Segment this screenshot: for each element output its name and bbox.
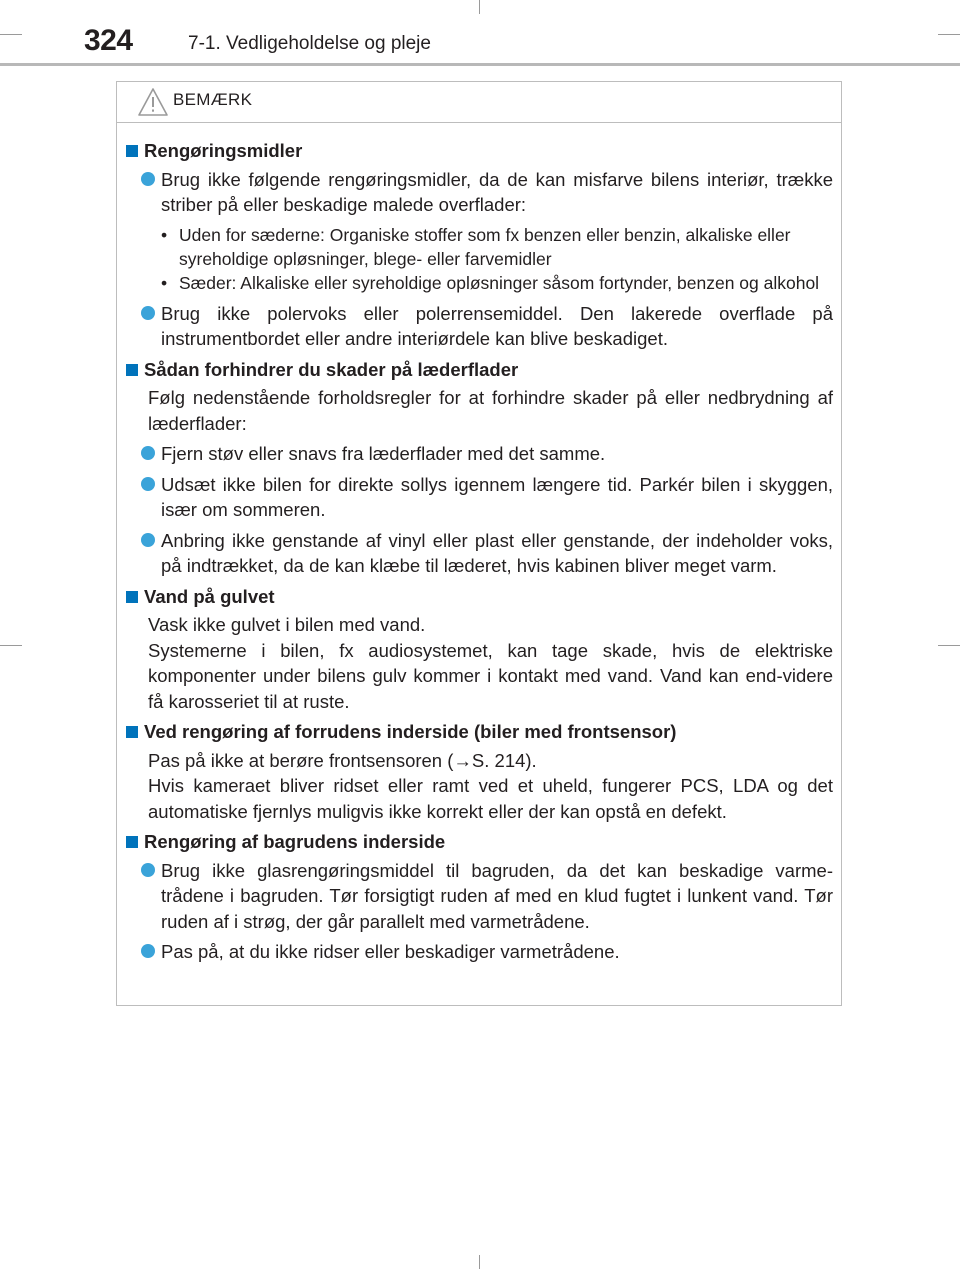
notice-header	[117, 82, 841, 123]
page-header	[0, 0, 960, 70]
square-marker-icon	[126, 726, 138, 738]
notice-box	[116, 81, 842, 1006]
sub-list-item: • Sæder: Alkaliske eller syreholdige opløsninger såsom fortynder, benzen og alkohol	[161, 272, 820, 293]
section-heading: Rengøring af bagrudens inderside	[125, 829, 833, 855]
notice-content	[125, 135, 833, 970]
small-bullet-icon: •	[161, 224, 168, 245]
paragraph: Følg nedenstående forholdsregler for at forhindre skader på eller nedbrydning af læderflader:	[148, 387, 833, 434]
square-marker-icon	[126, 364, 138, 376]
bullet-item: Udsæt ikke bilen for direkte sollys igennem længere tid. Parkér bilen i skyggen, især om sommeren.	[125, 472, 833, 523]
bullet-dot-icon	[141, 172, 155, 186]
bullet-dot-icon	[141, 533, 155, 547]
section-heading: Vand på gulvet	[125, 584, 833, 610]
section-title: 7-1. Vedligeholdelse og pleje	[188, 33, 431, 54]
bullet-dot-icon	[141, 306, 155, 320]
notice-label: BEMÆRK	[173, 90, 253, 109]
arrow-right-icon: →	[453, 749, 472, 771]
crop-mark-bottom-center	[479, 1255, 480, 1269]
warning-triangle-icon	[137, 87, 169, 117]
bullet-dot-icon	[141, 446, 155, 460]
bullet-dot-icon	[141, 477, 155, 491]
paragraph: Pas på ikke at berøre frontsensoren (→S. 214).	[125, 748, 833, 774]
bullet-item: Brug ikke følgende rengøringsmidler, da de kan misfarve bilens interiør, trække striber på eller beskadige malede overflader:	[125, 167, 833, 218]
crop-mark-top-right	[938, 34, 960, 35]
section-heading: Sådan forhindrer du skader på læderflader	[125, 357, 833, 383]
bullet-dot-icon	[141, 944, 155, 958]
square-marker-icon	[126, 591, 138, 603]
square-marker-icon	[126, 145, 138, 157]
section-heading: Rengøringsmidler	[125, 138, 833, 164]
crop-mark-top-left	[0, 34, 22, 35]
paragraph: Vask ikke gulvet i bilen med vand.	[148, 614, 426, 635]
header-divider	[0, 63, 960, 66]
bullet-item: Brug ikke glasrengøringsmiddel til bagruden, da det kan beskadige varme-trådene i bagruden. Tør forsigtigt ruden af med en klud fugtet i lunkent vand. Tør ruden af i strøg, der går parallelt med varmetrådene.	[125, 858, 833, 935]
sub-list	[125, 223, 833, 295]
paragraph: Hvis kameraet bliver ridset eller ramt ved et uheld, fungerer PCS, LDA og det automatiske fjernlys muligvis ikke korrekt eller der kan opstå en defekt.	[148, 775, 833, 822]
bullet-item: Brug ikke polervoks eller polerrensemiddel. Den lakerede overflade på instrumentbordet eller andre interiørdele kan blive beskadiget.	[125, 301, 833, 352]
small-bullet-icon: •	[161, 272, 168, 293]
bullet-item: Pas på, at du ikke ridser eller beskadiger varmetrådene.	[125, 939, 833, 965]
page-reference: S. 214).	[471, 749, 537, 771]
crop-mark-top-center	[479, 0, 480, 14]
bullet-item: Anbring ikke genstande af vinyl eller plast eller genstande, der indeholder voks, på indtrækket, da de kan klæbe til læderet, hvis kabinen bliver meget varm.	[125, 528, 833, 579]
crop-mark-mid-left	[0, 645, 22, 646]
section-heading: Ved rengøring af forrudens inderside (biler med frontsensor)	[125, 719, 833, 745]
crop-mark-mid-right	[938, 645, 960, 646]
page-number: 324	[84, 24, 133, 57]
bullet-dot-icon	[141, 863, 155, 877]
bullet-item: Fjern støv eller snavs fra læderflader med det samme.	[125, 441, 833, 467]
paragraph: Systemerne i bilen, fx audiosystemet, kan tage skade, hvis de elektriske komponenter under bilens gulv kommer i kontakt med vand. Vand kan end-videre få karosseriet til at ruste.	[148, 639, 833, 712]
sub-list-item: • Uden for sæderne: Organiske stoffer som fx benzen eller benzin, alkaliske eller syreholdige opløsninger, blege- eller farvemidler	[161, 224, 791, 269]
square-marker-icon	[126, 836, 138, 848]
